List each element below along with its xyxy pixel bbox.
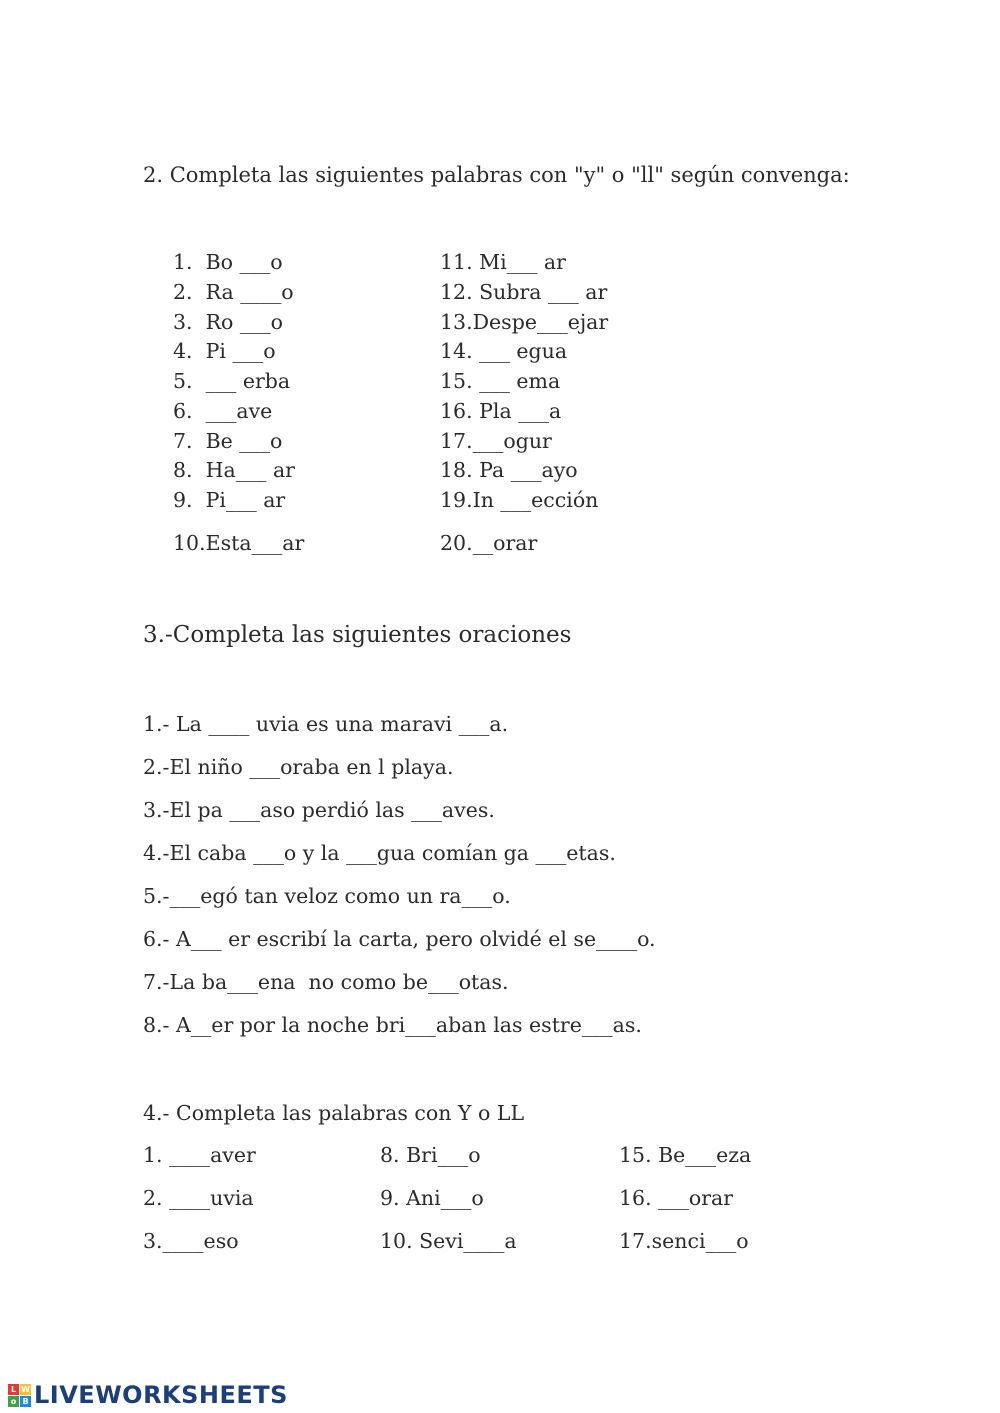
logo-square-yellow: W (21, 1384, 30, 1394)
section-3-title: 3.-Completa las siguientes oraciones (143, 622, 572, 648)
exercise-2-item: 5. ___ erba (173, 369, 291, 393)
liveworksheets-logo-icon (8, 1384, 31, 1407)
section-4-title: 4.- Completa las palabras con Y o LL (143, 1101, 525, 1125)
exercise-2-item: 10.Esta___ar (173, 531, 305, 555)
exercise-4-item: 9. Ani___o (380, 1186, 484, 1210)
exercise-2-item: 9. Pi___ ar (173, 488, 286, 512)
exercise-2-item: 14. ___ egua (440, 339, 568, 363)
brand-name: LIVEWORKSHEETS (34, 1381, 288, 1409)
sentence-item: 5.-___egó tan veloz como un ra___o. (143, 884, 511, 908)
exercise-4-item: 2. ____uvia (143, 1186, 254, 1210)
exercise-4-item: 3.____eso (143, 1229, 239, 1253)
sentence-item: 1.- La ____ uvia es una maravi ___a. (143, 712, 509, 736)
exercise-4-item: 10. Sevi____a (380, 1229, 517, 1253)
exercise-2-item: 8. Ha___ ar (173, 458, 295, 482)
sentence-item: 4.-El caba ___o y la ___gua comían ga ___etas. (143, 841, 616, 865)
exercise-2-item: 15. ___ ema (440, 369, 561, 393)
exercise-2-item: 11. Mi___ ar (440, 250, 566, 274)
exercise-2-item: 19.In ___ección (440, 488, 599, 512)
exercise-2-item: 3. Ro ___o (173, 310, 283, 334)
exercise-4-item: 17.senci___o (619, 1229, 749, 1253)
sentence-item: 7.-La ba___ena no como be___otas. (143, 970, 509, 994)
exercise-2-item: 16. Pla ___a (440, 399, 562, 423)
exercise-2-item: 17.___ogur (440, 429, 552, 453)
exercise-2-item: 18. Pa ___ayo (440, 458, 578, 482)
logo-square-green: o (8, 1396, 19, 1407)
sentence-item: 6.- A___ er escribí la carta, pero olvidé el se____o. (143, 927, 656, 951)
exercise-2-item: 20.__orar (440, 531, 538, 555)
exercise-4-item: 15. Be___eza (619, 1143, 752, 1167)
exercise-4-item: 8. Bri___o (380, 1143, 481, 1167)
exercise-4-item: 16. ___orar (619, 1186, 734, 1210)
sentence-item: 3.-El pa ___aso perdió las ___aves. (143, 798, 495, 822)
sentence-item: 2.-El niño ___oraba en l playa. (143, 755, 454, 779)
exercise-2-item: 2. Ra ____o (173, 280, 294, 304)
logo-square-blue: B (20, 1396, 31, 1407)
exercise-2-item: 7. Be ___o (173, 429, 283, 453)
section-2-title: 2. Completa las siguientes palabras con "y" o "ll" según convenga: (143, 163, 850, 187)
exercise-2-item: 6. ___ave (173, 399, 273, 423)
exercise-2-item: 4. Pi ___o (173, 339, 276, 363)
logo-square-red: L (8, 1384, 19, 1395)
exercise-2-item: 12. Subra ___ ar (440, 280, 608, 304)
exercise-2-item: 13.Despe___ejar (440, 310, 609, 334)
sentence-item: 8.- A__er por la noche bri___aban las estre___as. (143, 1013, 642, 1037)
footer-brand (8, 1381, 288, 1409)
exercise-4-item: 1. ____aver (143, 1143, 256, 1167)
exercise-2-item: 1. Bo ___o (173, 250, 283, 274)
